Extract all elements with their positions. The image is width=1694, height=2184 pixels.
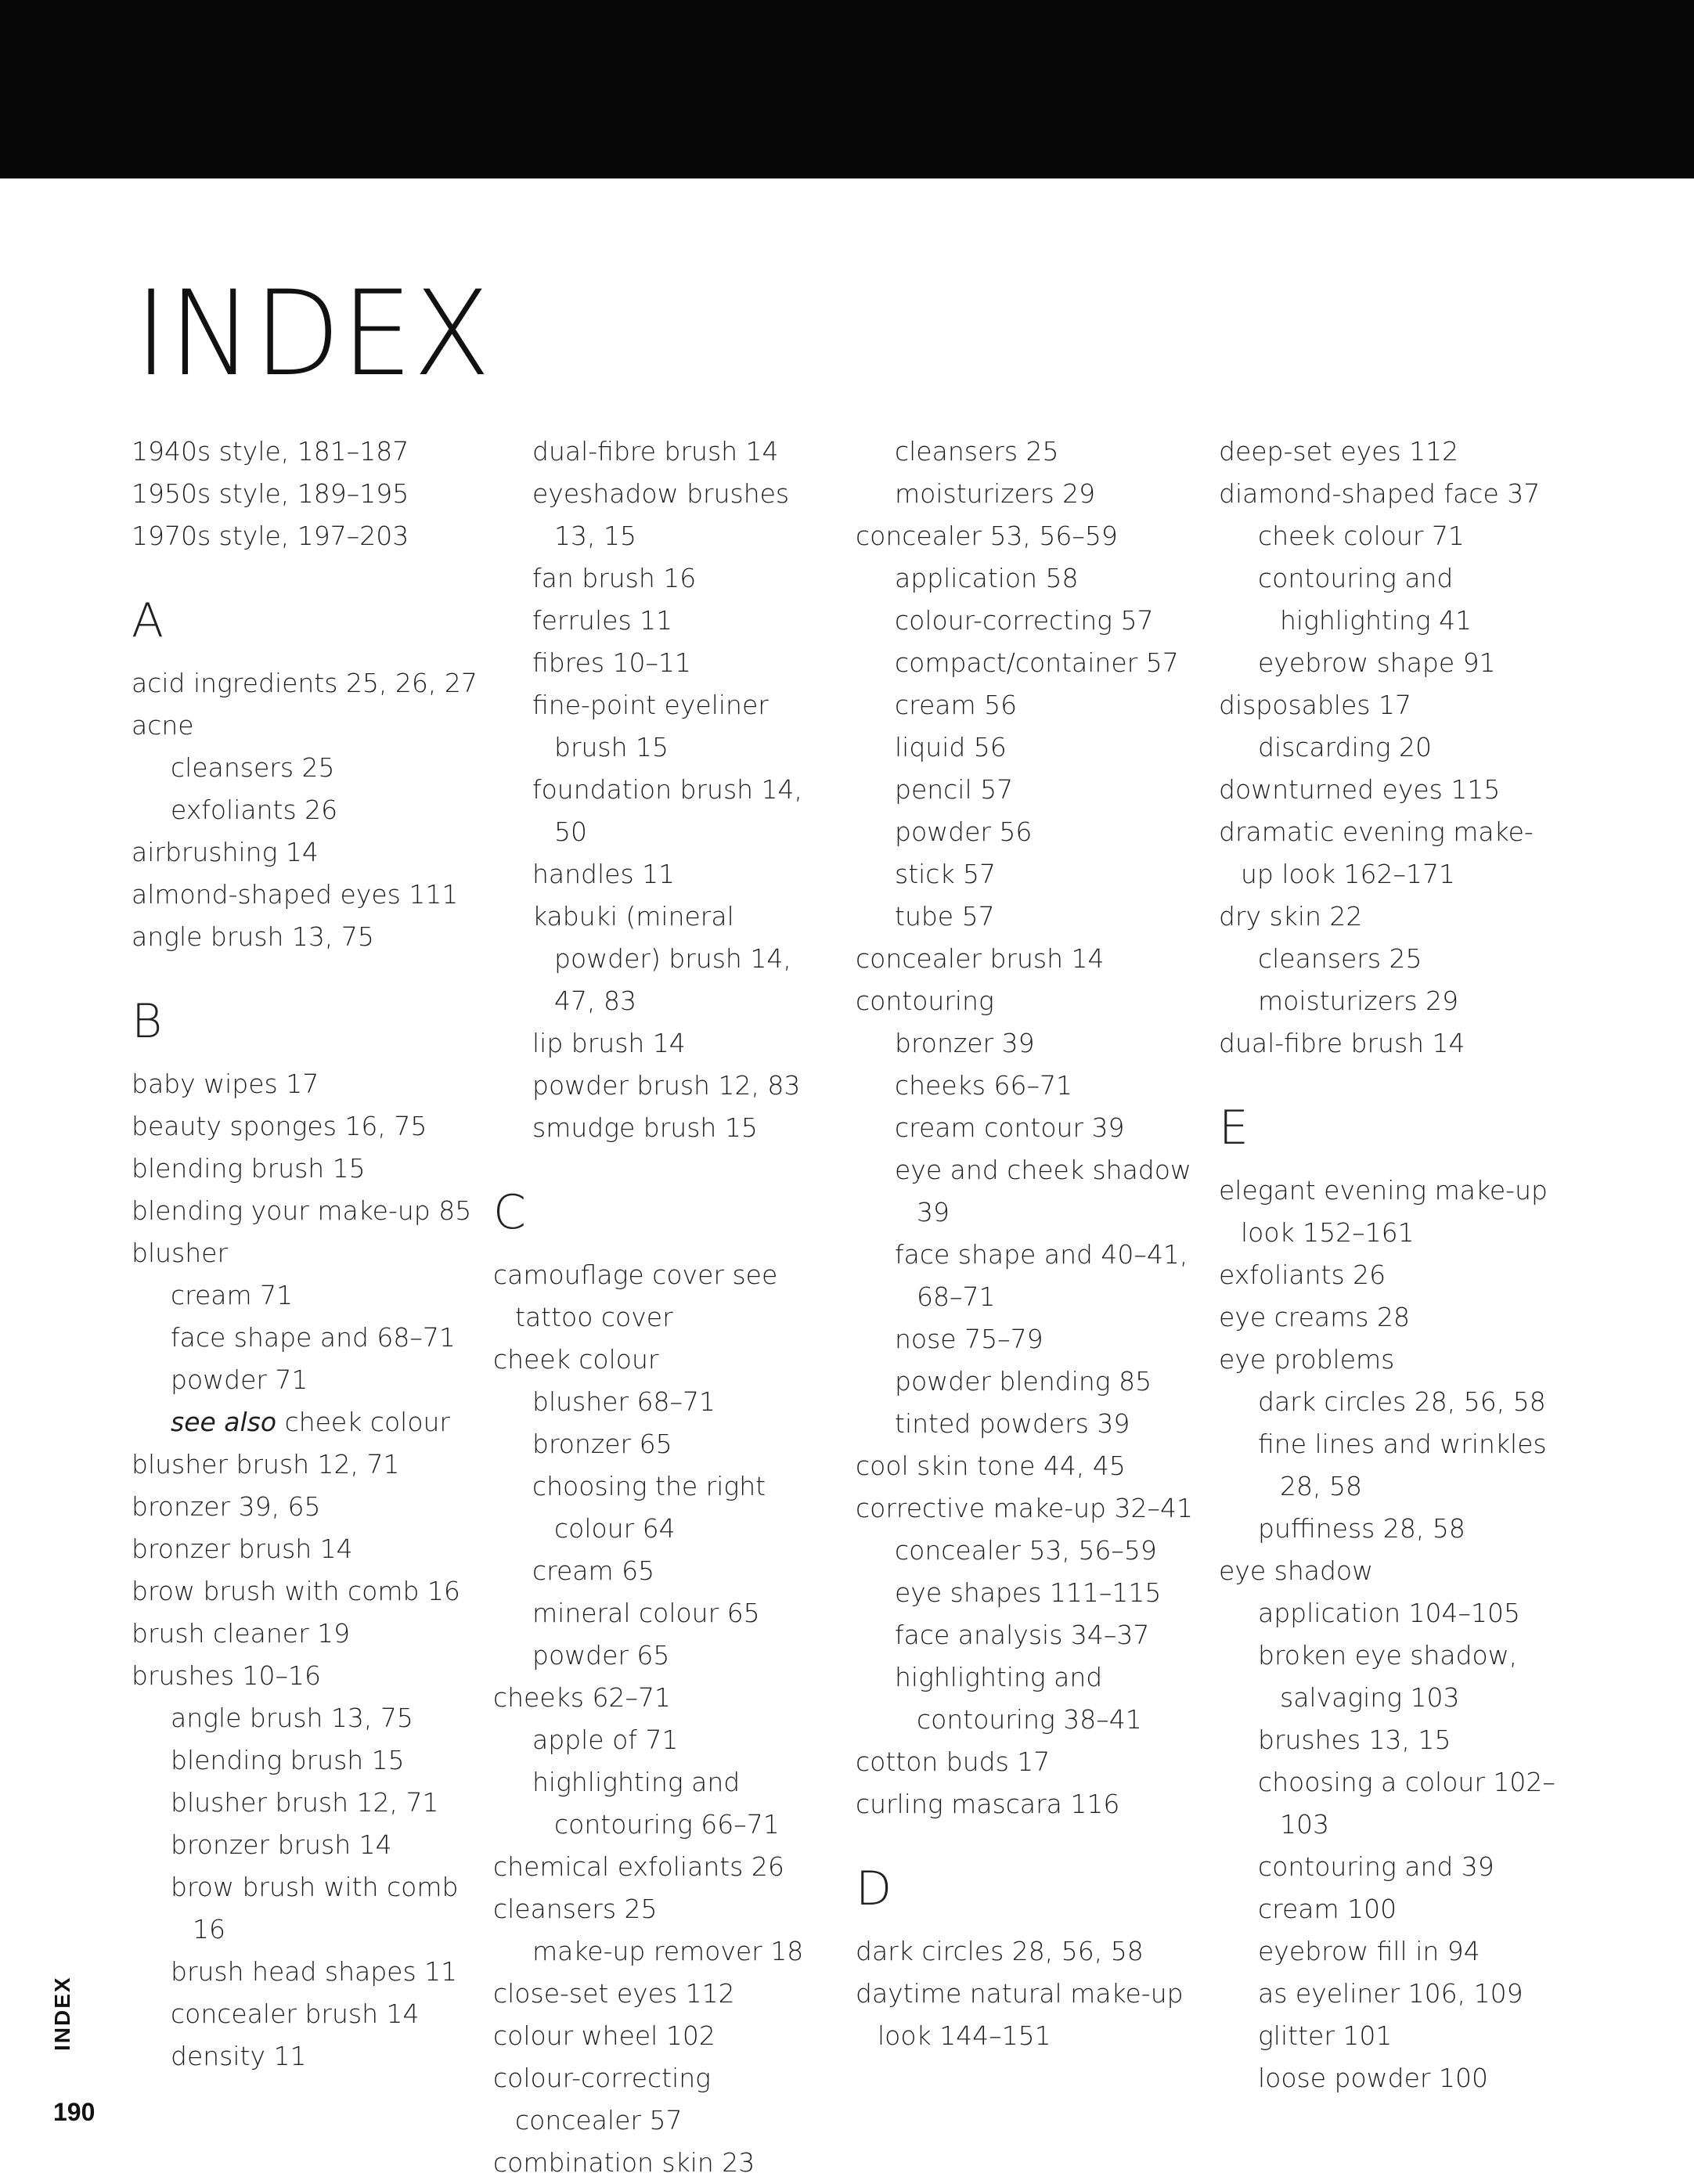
entry-text: ferrules 11 [532,605,673,636]
entry-text: cream contour 39 [895,1112,1125,1143]
index-subentry [1219,1930,1563,1973]
entry-text: foundation brush 14, 50 [532,774,803,847]
index-subentry [493,1381,838,1423]
entry-text: lip brush 14 [532,1028,686,1058]
index-subentry [132,1782,492,1824]
entry-text: moisturizers 29 [1258,986,1459,1016]
index-subentry [856,726,1200,769]
index-entry [493,2142,838,2184]
index-subentry [1219,1423,1563,1508]
index-entry [493,1973,838,2015]
entry-text: broken eye shadow, salvaging 103 [1258,1640,1518,1713]
index-entry [493,1254,838,1339]
index-entry [856,1973,1200,2057]
index-subentry [856,1149,1200,1234]
index-subentry [132,1697,492,1739]
entry-text: brush cleaner 19 [132,1618,351,1649]
section-gap [1219,1065,1563,1093]
index-column-3 [856,431,1200,2057]
index-subentry [493,473,838,557]
index-subentry [856,557,1200,600]
index-subentry [493,684,838,769]
index-entry [132,831,492,874]
index-entry [1219,1550,1563,1592]
index-entry [856,1445,1200,1487]
entry-text: smudge brush 15 [532,1112,758,1143]
index-subentry [856,431,1200,473]
index-entry [132,916,492,958]
index-subentry [493,557,838,600]
entry-text: brushes 13, 15 [1258,1724,1451,1755]
entry-text: brush head shapes 11 [171,1956,458,1987]
index-subentry [493,1930,838,1973]
index-subentry [493,1761,838,1846]
entry-text: cream 100 [1258,1894,1397,1924]
entry-text: beauty sponges 16, 75 [132,1111,427,1141]
index-column-1 [132,431,492,2078]
entry-text: mineral colour 65 [532,1598,760,1628]
index-entry [1219,1296,1563,1339]
index-subentry [856,811,1200,853]
entry-text: compact/container 57 [895,647,1179,678]
entry-text: glitter 101 [1258,2020,1393,2051]
entry-text: bronzer brush 14 [171,1829,392,1860]
index-subentry [856,1530,1200,1572]
entry-text: as eyeliner 106, 109 [1258,1978,1523,2009]
index-subentry [856,1572,1200,1614]
index-entry [132,1148,492,1190]
entry-text: bronzer 39 [895,1028,1035,1058]
page-title: INDEX [135,266,492,402]
entry-text: blending your make-up 85 [132,1195,472,1226]
entry-text: deep-set eyes 112 [1219,436,1459,467]
index-subentry [132,2035,492,2078]
index-subentry [1219,1592,1563,1634]
entry-text: blending brush 15 [132,1153,366,1184]
entry-text: tube 57 [895,901,995,932]
entry-text: 1970s style, 197–203 [132,521,409,551]
index-subentry [856,600,1200,642]
entry-text: application 104–105 [1258,1598,1520,1628]
entry-text: colour-correcting 57 [895,605,1154,636]
entry-text: powder blending 85 [895,1366,1152,1397]
index-entry [132,1443,492,1486]
entry-text: disposables 17 [1219,690,1411,720]
entry-text: dramatic evening make-up look 162–171 [1219,816,1534,889]
index-subentry [856,1107,1200,1149]
running-section-label: INDEX [50,1976,74,2051]
entry-text: 1950s style, 189–195 [132,478,409,509]
entry-text: pencil 57 [895,774,1014,805]
entry-text: fibres 10–11 [532,647,692,678]
entry-text: camouflage cover see tattoo cover [493,1260,778,1332]
index-subentry [132,789,492,831]
index-subentry [493,1423,838,1465]
entry-text: blusher brush 12, 71 [132,1449,400,1479]
index-entry [1219,1339,1563,1381]
index-subentry [493,1107,838,1149]
entry-text: choosing the right colour 64 [532,1471,766,1544]
index-subentry [856,684,1200,726]
entry-text: fine-point eyeliner brush 15 [532,690,769,762]
entry-text: brushes 10–16 [132,1660,322,1691]
entry-text: dual-fibre brush 14 [1219,1028,1465,1058]
index-subentry [132,1866,492,1951]
index-subentry [856,1065,1200,1107]
index-subentry [1219,1761,1563,1846]
entry-text: contouring and 39 [1258,1851,1494,1882]
cross-reference-prefix: see also [171,1407,277,1437]
entry-text: baby wipes 17 [132,1069,319,1099]
entry-text: eye creams 28 [1219,1302,1410,1332]
index-subentry [1219,938,1563,980]
entry-text: downturned eyes 115 [1219,774,1501,805]
index-entry [493,2057,838,2142]
entry-text: highlighting and contouring 38–41 [895,1662,1142,1735]
index-subentry [493,1634,838,1677]
entry-text: eye shadow [1219,1555,1374,1586]
index-entry [132,705,492,747]
index-subentry [1219,557,1563,642]
index-subentry [493,431,838,473]
entry-text: cheeks 66–71 [895,1070,1072,1101]
index-subentry [132,747,492,789]
index-subentry [493,1719,838,1761]
entry-text: cleansers 25 [895,436,1059,467]
entry-text: contouring [856,986,994,1016]
entry-text: airbrushing 14 [132,837,319,867]
entry-text: face shape and 68–71 [171,1322,456,1353]
index-subentry [1219,1634,1563,1719]
index-entry [1219,473,1563,515]
index-subentry [1219,1381,1563,1423]
entry-text: face analysis 34–37 [895,1620,1150,1650]
entry-text: density 11 [171,2041,307,2071]
index-column-2 [493,431,838,2184]
entry-text: face shape and 40–41, 68–71 [895,1239,1188,1312]
index-subentry [856,1403,1200,1445]
index-subentry [493,769,838,853]
entry-text: 1940s style, 181–187 [132,436,409,467]
entry-text: acne [132,710,194,741]
index-entry [132,874,492,916]
index-column-4 [1219,431,1563,2099]
index-subentry [1219,1508,1563,1550]
entry-text: moisturizers 29 [895,478,1096,509]
index-entry [132,662,492,705]
entry-text: cleansers 25 [171,752,335,783]
entry-text: liquid 56 [895,732,1007,762]
entry-text: angle brush 13, 75 [132,921,374,952]
entry-text: stick 57 [895,859,997,889]
index-subentry [493,896,838,1022]
index-subentry [132,1824,492,1866]
index-entry [856,1741,1200,1783]
index-entry [856,1930,1200,1973]
index-subentry [493,853,838,896]
index-entry [493,1339,838,1381]
index-entry [132,1486,492,1528]
index-entry [493,1888,838,1930]
entry-text: daytime natural make-up look 144–151 [856,1978,1184,2051]
entry-text: cool skin tone 44, 45 [856,1451,1126,1481]
entry-text: cheek colour [493,1344,659,1375]
index-subentry [132,1993,492,2035]
entry-text: tinted powders 39 [895,1408,1130,1439]
index-entry [1219,684,1563,726]
section-gap [856,1825,1200,1854]
index-subentry [856,1614,1200,1656]
index-subentry [1219,1719,1563,1761]
index-subentry [132,1739,492,1782]
index-subentry [856,769,1200,811]
index-subentry [132,1951,492,1993]
index-entry [132,1613,492,1655]
entry-text: puffiness 28, 58 [1258,1513,1465,1544]
index-subentry [132,1359,492,1401]
index-subentry [856,1022,1200,1065]
entry-text: powder 65 [532,1640,670,1670]
entry-text: cotton buds 17 [856,1746,1051,1777]
index-subentry [1219,1846,1563,1888]
section-gap [132,958,492,986]
index-subentry [493,1465,838,1550]
index-entry [1219,896,1563,938]
index-subentry [856,1360,1200,1403]
index-entry [1219,1254,1563,1296]
entry-text: concealer 53, 56–59 [895,1535,1157,1566]
entry-text: cream 65 [532,1555,655,1586]
entry-text: angle brush 13, 75 [171,1703,413,1733]
entry-text: powder brush 12, 83 [532,1070,801,1101]
index-entry [1219,811,1563,896]
index-subentry [1219,726,1563,769]
entry-text: blusher 68–71 [532,1386,715,1417]
entry-text: make-up remover 18 [532,1936,804,1966]
top-black-band [0,0,1694,178]
entry-text: cream 56 [895,690,1018,720]
index-subentry [1219,515,1563,557]
entry-text: concealer 53, 56–59 [856,521,1118,551]
entry-text: eyebrow shape 91 [1258,647,1496,678]
entry-text: almond-shaped eyes 111 [132,879,459,910]
index-entry [856,1487,1200,1530]
index-entry [132,1570,492,1613]
entry-text: colour-correcting concealer 57 [493,2063,711,2135]
section-letter: D [856,1861,892,1916]
index-subentry [1219,2015,1563,2057]
index-entry [132,1190,492,1232]
entry-text: diamond-shaped face 37 [1219,478,1541,509]
index-subentry [1219,1973,1563,2015]
index-subentry [856,642,1200,684]
index-entry [856,938,1200,980]
entry-text: acid ingredients 25, 26, 27 [132,668,478,698]
index-subentry [856,473,1200,515]
entry-text: exfoliants 26 [1219,1260,1386,1290]
entry-text: dual-fibre brush 14 [532,436,779,467]
entry-text: blusher brush 12, 71 [171,1787,439,1818]
entry-text: brow brush with comb 16 [171,1872,459,1944]
entry-text: dark circles 28, 56, 58 [1258,1386,1546,1417]
index-subentry [856,1318,1200,1360]
index-entry [132,515,492,557]
index-subentry [856,1656,1200,1741]
entry-text: cream 71 [171,1280,294,1310]
index-subentry [1219,2057,1563,2099]
index-subentry [132,1317,492,1359]
entry-text: cheeks 62–71 [493,1682,671,1713]
index-subentry [493,600,838,642]
section-gap [132,557,492,586]
index-entry [856,1783,1200,1825]
index-entry [132,1105,492,1148]
entry-text: contouring and highlighting 41 [1258,563,1472,636]
index-entry [1219,769,1563,811]
index-subentry [493,1022,838,1065]
entry-text: eye problems [1219,1344,1395,1375]
entry-text: fine lines and wrinkles 28, 58 [1258,1429,1547,1501]
entry-text: kabuki (mineral powder) brush 14, 47, 83 [532,901,791,1016]
entry-text: concealer brush 14 [171,1998,420,2029]
entry-text: bronzer 39, 65 [132,1491,321,1522]
entry-text: curling mascara 116 [856,1789,1120,1819]
section-letter: A [132,593,164,648]
entry-text: blending brush 15 [171,1745,405,1775]
entry-text: nose 75–79 [895,1324,1043,1354]
index-subentry [1219,980,1563,1022]
index-entry [132,473,492,515]
index-subentry [1219,642,1563,684]
index-subentry [493,642,838,684]
entry-text: bronzer brush 14 [132,1533,353,1564]
index-subentry [856,1234,1200,1318]
entry-text: chemical exfoliants 26 [493,1851,784,1882]
entry-text: fan brush 16 [532,563,697,593]
entry-text: powder 71 [171,1364,308,1395]
index-entry [132,1528,492,1570]
index-entry [856,515,1200,557]
index-entry [493,1846,838,1888]
entry-text: combination skin 23 [493,2147,755,2178]
entry-text: brow brush with comb 16 [132,1576,460,1606]
entry-text: concealer brush 14 [856,943,1105,974]
entry-text: handles 11 [532,859,676,889]
entry-text: corrective make-up 32–41 [856,1493,1193,1523]
index-entry [1219,431,1563,473]
index-subentry [493,1065,838,1107]
entry-text: dark circles 28, 56, 58 [856,1936,1144,1966]
index-subentry [132,1401,492,1443]
entry-text: cheek colour 71 [1258,521,1465,551]
section-letter: E [1219,1101,1249,1155]
entry-text: powder 56 [895,816,1033,847]
entry-text: blusher [132,1238,229,1268]
entry-text: eye and cheek shadow 39 [895,1155,1191,1227]
index-subentry [856,853,1200,896]
index-entry [132,1655,492,1697]
page-number: 190 [53,2098,96,2126]
entry-text: cheek colour [284,1407,451,1437]
index-entry [132,1232,492,1274]
entry-text: cleansers 25 [1258,943,1422,974]
index-entry [132,1063,492,1105]
section-letter: B [132,994,163,1049]
index-entry [856,980,1200,1022]
entry-text: eyeshadow brushes 13, 15 [532,478,790,551]
index-entry [132,431,492,473]
entry-text: application 58 [895,563,1079,593]
entry-text: close-set eyes 112 [493,1978,735,2009]
entry-text: bronzer 65 [532,1429,672,1459]
section-gap [493,1149,838,1177]
entry-text: loose powder 100 [1258,2063,1488,2093]
index-entry [493,2015,838,2057]
entry-text: eye shapes 111–115 [895,1577,1162,1608]
entry-text: cleansers 25 [493,1894,658,1924]
entry-text: elegant evening make-up look 152–161 [1219,1175,1548,1248]
entry-text: discarding 20 [1258,732,1432,762]
entry-text: choosing a colour 102–103 [1258,1767,1555,1840]
entry-text: eyebrow fill in 94 [1258,1936,1480,1966]
index-subentry [1219,1888,1563,1930]
index-subentry [856,896,1200,938]
entry-text: exfoliants 26 [171,795,338,825]
index-entry [493,1677,838,1719]
section-letter: C [493,1185,526,1240]
entry-text: dry skin 22 [1219,901,1363,932]
index-subentry [493,1550,838,1592]
index-subentry [493,1592,838,1634]
index-subentry [132,1274,492,1317]
entry-text: highlighting and contouring 66–71 [532,1767,780,1840]
index-entry [1219,1169,1563,1254]
index-entry [1219,1022,1563,1065]
entry-text: apple of 71 [532,1724,679,1755]
entry-text: colour wheel 102 [493,2020,715,2051]
